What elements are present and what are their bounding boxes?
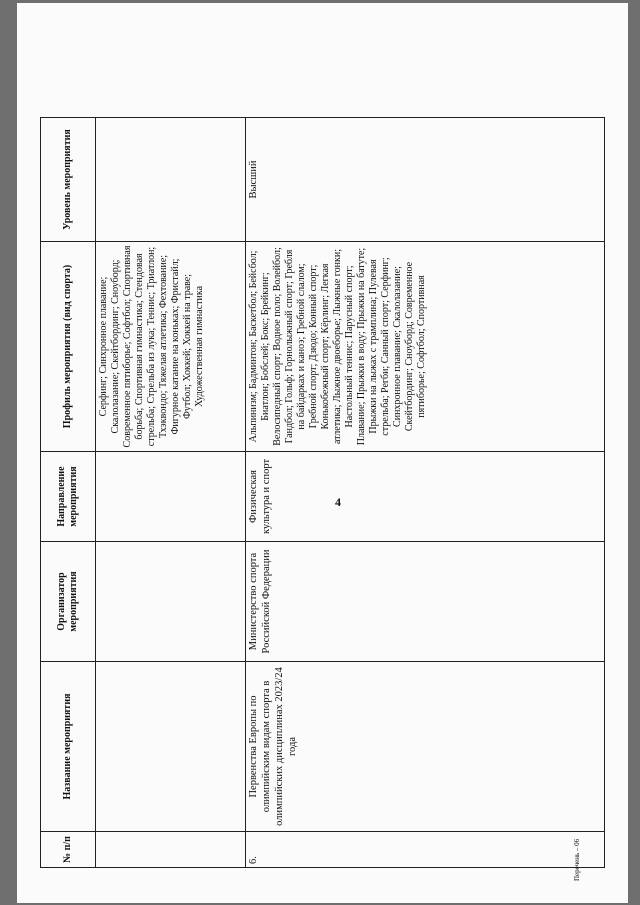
table-row: [246, 118, 605, 868]
header-direction: Направление мероприятия: [41, 452, 96, 542]
events-table: [40, 117, 605, 868]
cell-direction: Физическая культура и спорт: [246, 452, 605, 542]
header-level: Уровень мероприятия: [41, 118, 96, 242]
page-number: 4: [335, 495, 341, 509]
cell-level: [96, 118, 246, 242]
cell-organizer: Министерство спорта Российской Федерации: [246, 542, 605, 662]
events-table-rotated: [40, 118, 605, 868]
cell-level: Высший: [246, 118, 605, 242]
cell-direction: [96, 452, 246, 542]
cell-organizer: [96, 542, 246, 662]
cell-num: 6.: [246, 832, 605, 868]
header-num: № п/п: [41, 832, 96, 868]
table-header-row: [41, 118, 96, 868]
cell-name: Первенства Европы по олимпийским видам спорта в олимпийских дисциплинах 2023/24 года: [246, 662, 605, 832]
cell-profile: Серфинг; Синхронное плавание; Скалолазание; Скейтбординг; Сноуборд; Современное пятиборье; Софтбол; Спортивная борьба; Спортивная гимнастика; Стендовая стрельба; Стрельба из лука; Теннис; Триатлон; Тхэквондо; Тяжелая атлетика; Фехтование; Фигурное катание на коньках; Фристайл; Футбол; Хоккей; Хоккей на траве; Художественная гимнастика: [96, 242, 246, 452]
header-name: Название мероприятия: [41, 662, 96, 832]
cell-name: [96, 662, 246, 832]
cell-num: [96, 832, 246, 868]
header-organizer: Организатор мероприятия: [41, 542, 96, 662]
table-row: [96, 118, 246, 868]
footer-code: Перечень – 06: [573, 838, 581, 881]
cell-profile: Альпинизм; Бадминтон; Баскетбол; Бейсбол; Биатлон; Бобслей; Бокс; Брейкинг; Велосипедный спорт; Водное поло; Волейбол; Гандбол; Гольф; Горнолыжный спорт; Гребля на байдарках и каноэ; Гребной слалом; Гребной спорт; Дзюдо; Конный спорт; Конькобежный спорт; Кёрлинг; Легкая атлетика; Лыжное двоеборье; Лыжные гонки; Настольный теннис; Парусный спорт; Плавание; Прыжки в воду; Прыжки на батуте; Прыжки на лыжах с трамплина; Пулевая стрельба; Регби; Санный спорт; Серфинг; Синхронное плавание; Скалолазание; Скейтбординг; Сноуборд; Современное пятиборье; Софтбол; Спортивная: [246, 242, 605, 452]
header-profile: Профиль мероприятия (вид спорта): [41, 242, 96, 452]
